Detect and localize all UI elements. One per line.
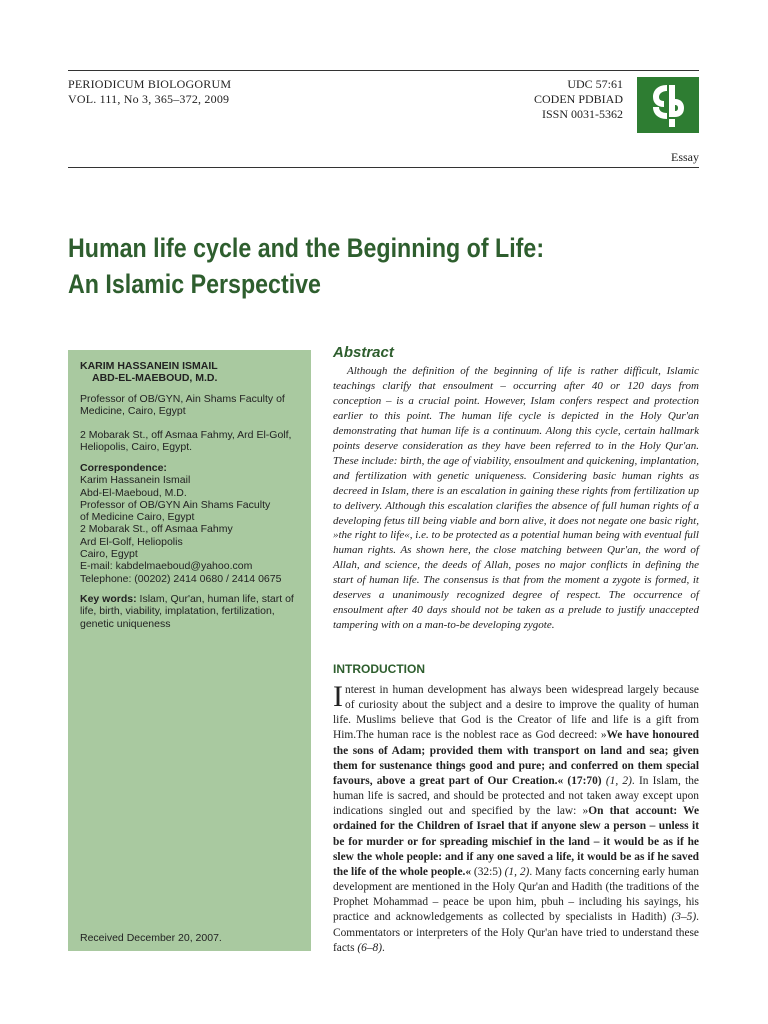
article-title xyxy=(68,230,618,302)
correspondence-line: Ard El-Golf, Heliopolis xyxy=(80,535,183,548)
correspondence-phone: Telephone: (00202) 2414 0680 / 2414 0675 xyxy=(80,572,282,585)
affiliation: Professor of OB/GYN, Ain Shams Faculty of Medicine, Cairo, Egypt xyxy=(80,393,285,418)
quran-quote-1: We have honoured the sons of Adam; provided them with transport on land and sea; given them for sustenance things good and pure; and conferred on them special favours, above a great part of Our Creation.« (17:70) xyxy=(333,729,699,787)
correspondence-line: Cairo, Egypt xyxy=(80,548,138,561)
intro-p5: . Commentators or interpreters of the Holy Qur'an have tried to understand these facts xyxy=(333,911,699,954)
citation-ref: (3–5) xyxy=(671,911,697,924)
drop-cap: I xyxy=(333,680,343,713)
introduction-heading: INTRODUCTION xyxy=(333,662,425,676)
volume-info: VOL. 111, No 3, 365–372, 2009 xyxy=(68,92,230,106)
keywords-label: Key words: xyxy=(80,593,137,605)
intro-p1: nterest in human development has always been widespread largely because of curiosity about the subject and a desire to improve the quality of human life. Muslims believe that God is the Creator of life and life is a gift from Him.The human race is the noblest race as God decreed: » xyxy=(333,684,699,742)
title-line-1: Human life cycle and the Beginning of Life: xyxy=(68,233,545,263)
received-date: Received December 20, 2007. xyxy=(80,932,222,944)
journal-name: PERIODICUM BIOLOGORUM xyxy=(68,77,232,91)
authors xyxy=(80,360,305,385)
title-line-2: An Islamic Perspective xyxy=(68,269,321,299)
article-type: Essay xyxy=(671,150,699,164)
correspondence-label: Correspondence: xyxy=(80,462,167,474)
correspondence-line: 2 Mobarak St., off Asmaa Fahmy xyxy=(80,523,233,536)
abstract-text: Although the definition of the beginning of life is rather difficult, Islamic teachings clarify that ensoulment – occurring after 40 or 120 days from conception – is a crucial point. However, Islam confers respect and protection earlier to this point. The human life cycle is depicted in the Holy Qur'an demonstrating that human life is a continuum. Along this cycle, certain hallmark points deserve consideration as they have been referred to in the Holy Qur'an. These include: birth, the age of viability, ensoulment and quickening, implantation, and fertilization with genetic uniqueness. Considering basic human rights as decreed in Islam, there is an escalation in gaining these rights from fertilization up to delivery. Although this escalation clarifies the absence of full human rights of a developing fetus till being viable and born alive, it does not negate one basic right, »the right to life«, i.e. to be protected as a potential human being with eventual full human rights. As shown here, the close matching between Qur'an, the word of Allah, and science, the deeds of Allah, poses no major conflicts in defining the start of human life. The consensus is that from the moment a zygote is formed, it deserves a unanimously recognized degree of respect. The occurrence of ensoulment after 40 days should not be taken as a prelude to justify unaccepted tampering with on a man-to-be developing zygote. xyxy=(333,365,699,632)
udc-code: UDC 57:61 xyxy=(567,77,623,91)
journal-logo-icon xyxy=(637,77,699,133)
keywords xyxy=(80,593,305,630)
introduction-text xyxy=(333,680,699,956)
journal-codes xyxy=(534,77,623,122)
quran-quote-2: On that account: We ordained for the Children of Israel that if anyone slew a person – unless it be for murder or for spreading mischief in the land – it would be as if he slew the whole people: and if any one saved a life, it would be as if he saved the life of the whole people.« xyxy=(333,805,699,878)
address: 2 Mobarak St., off Asmaa Fahmy, Ard El-Golf, Heliopolis, Cairo, Egypt. xyxy=(80,429,292,454)
coden-code: CODEN PDBIAD xyxy=(533,92,623,106)
correspondence-line: Professor of OB/GYN Ain Shams Faculty xyxy=(80,498,271,511)
keywords-text: Islam, Qur'an, human life, start of life, birth, viability, implatation, fertilization, genetic uniqueness xyxy=(80,593,294,630)
correspondence-email: E-mail: kabdelmaeboud@yahoo.com xyxy=(80,560,253,573)
journal-info xyxy=(68,77,231,107)
issn-code: ISSN 0031-5362 xyxy=(541,107,623,121)
intro-p6: . xyxy=(382,941,385,954)
correspondence-line: of Medicine Cairo, Egypt xyxy=(80,511,195,524)
citation-ref: (1, 2) xyxy=(605,774,632,787)
correspondence-line: Karim Hassanein Ismail xyxy=(80,474,191,487)
header-rule-bottom xyxy=(68,167,699,168)
intro-p3: (32:5) xyxy=(471,865,505,878)
intro-p2: . In Islam, the human life is sacred, and should be protected and not taken away except upon indications singled out and specified by the law: » xyxy=(333,774,699,818)
author-sidebar xyxy=(68,350,311,951)
citation-ref: (6–8) xyxy=(357,941,383,954)
header-rule-top xyxy=(68,70,699,71)
correspondence-line: Abd-El-Maeboud, M.D. xyxy=(80,486,187,499)
abstract-heading: Abstract xyxy=(333,344,394,361)
author-1: KARIM HASSANEIN ISMAIL xyxy=(80,360,218,372)
author-2: ABD-EL-MAEBOUD, M.D. xyxy=(92,372,218,385)
correspondence xyxy=(80,462,305,585)
intro-p4: . Many facts concerning early human development are mentioned in the Holy Qur'an and Hadith (the traditions of the Prophet Mohammad – peace be upon him, pbuh – including his sayings, his practice and acknowledgements as collected by specialists in Hadith) xyxy=(333,865,699,924)
citation-ref: (1, 2) xyxy=(504,865,530,878)
